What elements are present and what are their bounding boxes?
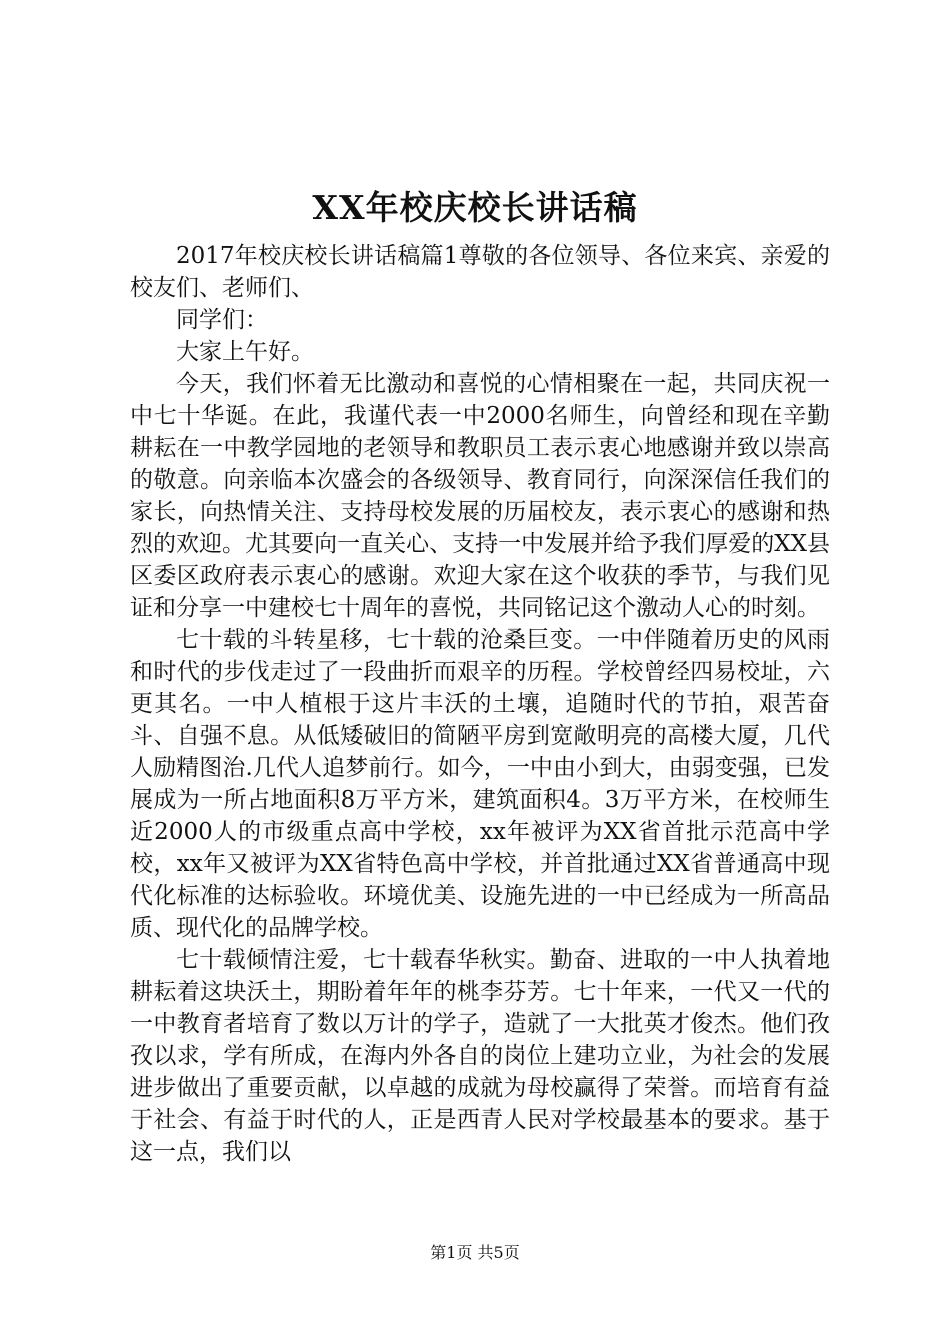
document-title: XX年校庆校长讲话稿	[312, 188, 638, 227]
paragraph-achievements: 七十载倾情注爱，七十载春华秋实。勤奋、进取的一中人执着地耕耘着这块沃土，期盼着年年的桃李芬芳。七十年来，一代又一代的一中教育者培育了数以万计的学子，造就了一大批英才俊杰。他们孜孜以求，学有所成，在海内外各自的岗位上建功立业，为社会的发展进步做出了重要贡献，以卓越的成就为母校赢得了荣誉。而培育有益于社会、有益于时代的人，正是西青人民对学校最基本的要求。基于这一点，我们以	[130, 947, 830, 1165]
page-footer: 第1页 共5页	[430, 1243, 520, 1262]
paragraph-greeting: 大家上午好。	[176, 339, 314, 365]
document-body	[130, 240, 830, 1168]
paragraph-celebration: 今天，我们怀着无比激动和喜悦的心情相聚在一起，共同庆祝一中七十华诞。在此，我谨代表一中2000名师生，向曾经和现在辛勤耕耘在一中教学园地的老领导和教职员工表示衷心地感谢并致以崇高的敬意。向亲临本次盛会的各级领导、教育同行，向深深信任我们的家长，向热情关注、支持母校发展的历届校友，表示衷心的感谢和热烈的欢迎。尤其要向一直关心、支持一中发展并给予我们厚爱的XX县区委区政府表示衷心的感谢。欢迎大家在这个收获的季节，与我们见证和分享一中建校七十周年的喜悦，共同铭记这个激动人心的时刻。	[130, 371, 830, 621]
paragraph-students: 同学们：	[176, 307, 268, 333]
paragraph-history: 七十载的斗转星移，七十载的沧桑巨变。一中伴随着历史的风雨和时代的步伐走过了一段曲折而艰辛的历程。学校曾经四易校址，六更其名。一中人植根于这片丰沃的土壤，追随时代的节拍，艰苦奋斗、自强不息。从低矮破旧的简陋平房到宽敞明亮的高楼大厦，几代人励精图治.几代人追梦前行。如今，一中由小到大，由弱变强，已发展成为一所占地面积8万平方米，建筑面积4。3万平方米，在校师生近2000人的市级重点高中学校，xx年被评为XX省首批示范高中学校，xx年又被评为XX省特色高中学校，并首批通过XX省普通高中现代化标准的达标验收。环境优美、设施先进的一中已经成为一所高品质、现代化的品牌学校。	[130, 627, 830, 941]
paragraph-opening: 2017年校庆校长讲话稿篇1尊敬的各位领导、各位来宾、亲爱的校友们、老师们、	[130, 243, 830, 301]
